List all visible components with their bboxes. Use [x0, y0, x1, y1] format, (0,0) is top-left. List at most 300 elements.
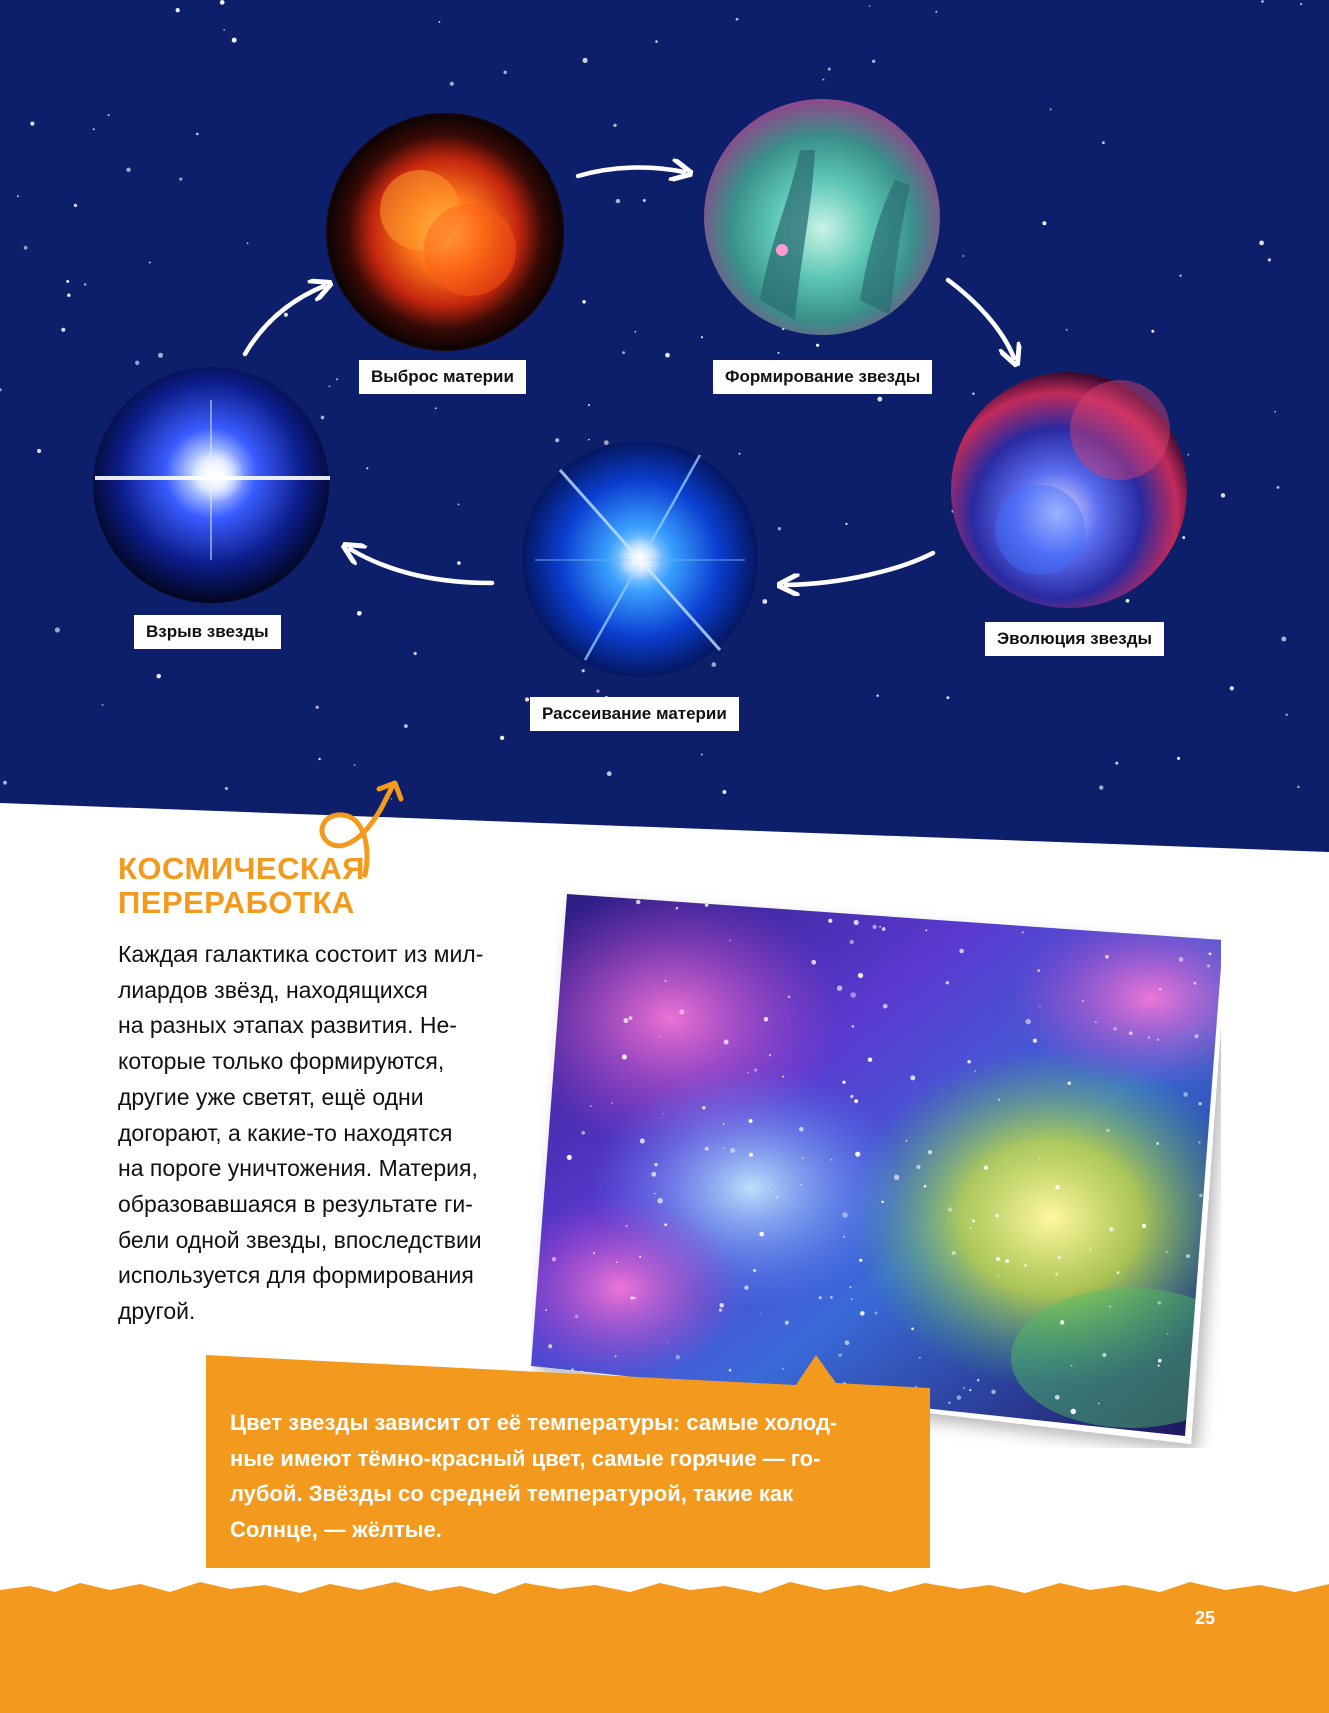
photo-star [1117, 1271, 1120, 1274]
callout-line: ные имеют тёмно-красный цвет, самые горячие — го- [230, 1445, 821, 1471]
photo-star [1158, 1301, 1162, 1305]
photo-star [924, 1185, 927, 1188]
body-line: лиардов звёзд, находящихся [118, 976, 428, 1003]
fact-callout-text [230, 1405, 910, 1547]
star [1300, 3, 1302, 5]
star [778, 352, 780, 354]
star [61, 328, 65, 332]
photo-star [961, 1439, 965, 1443]
photo-star [1129, 1031, 1133, 1035]
callout-line: Солнце, — жёлтые. [230, 1516, 442, 1542]
photo-star [906, 1140, 908, 1142]
star [37, 449, 41, 453]
star [738, 453, 740, 455]
star [722, 790, 726, 794]
star [1177, 757, 1180, 760]
photo-star [1166, 1251, 1168, 1253]
star [196, 133, 199, 136]
photo-star [845, 1340, 850, 1345]
photo-star [679, 1257, 680, 1258]
star [946, 696, 949, 699]
photo-star [974, 1071, 976, 1073]
photo-star [636, 900, 641, 905]
photo-star [744, 1285, 748, 1289]
star [1261, 0, 1264, 3]
stage-label-evolution: Эволюция звезды [985, 622, 1164, 656]
photo-star [875, 1312, 878, 1315]
photo-star [729, 940, 731, 942]
star [84, 283, 86, 285]
star [135, 361, 139, 365]
photo-star [984, 1165, 988, 1169]
star [1259, 241, 1264, 246]
star [622, 351, 625, 354]
photo-star [616, 1261, 618, 1263]
stage-label-explosion: Взрыв звезды [134, 615, 281, 649]
photo-star [1060, 1320, 1064, 1324]
photo-star [1025, 1019, 1030, 1024]
photo-star [1071, 1365, 1073, 1367]
photo-star [590, 1105, 592, 1107]
photo-star [1162, 930, 1164, 932]
star [828, 68, 831, 71]
photo-star [749, 1119, 753, 1123]
star [404, 724, 408, 728]
photo-star [860, 1311, 865, 1316]
star [1230, 686, 1234, 690]
photo-star [1157, 1039, 1159, 1041]
photo-star [1157, 1364, 1159, 1366]
photo-star [651, 1172, 656, 1177]
photo-star [1143, 888, 1147, 890]
photo-star [552, 1023, 556, 1027]
photo-star [946, 981, 949, 984]
star [1102, 141, 1105, 144]
star [822, 79, 824, 81]
star [67, 294, 70, 297]
star [1050, 108, 1052, 110]
photo-star [788, 995, 791, 998]
stage-explosion-image [93, 367, 330, 603]
photo-star [800, 1184, 801, 1185]
photo-star [1158, 1359, 1162, 1363]
star [1268, 258, 1271, 261]
photo-star [854, 1099, 858, 1103]
photo-star [1109, 1227, 1113, 1231]
star [55, 627, 60, 632]
body-line: бели одной звезды, впоследствии [118, 1226, 482, 1253]
photo-star [730, 1148, 735, 1153]
star [102, 704, 104, 706]
photo-star [997, 1275, 999, 1277]
photo-star [1203, 1301, 1205, 1303]
stage-formation-image [704, 99, 940, 335]
photo-star [850, 992, 856, 998]
star [438, 21, 440, 23]
photo-star [747, 1072, 748, 1073]
photo-star [928, 1150, 932, 1154]
star [1126, 599, 1130, 603]
photo-star [667, 1342, 668, 1343]
callout-line: Цвет звезды зависит от её температуры: самые холод- [230, 1410, 838, 1435]
photo-star [1102, 1353, 1106, 1357]
photo-star [1039, 1158, 1041, 1160]
photo-star [767, 1187, 769, 1189]
photo-star [868, 1057, 873, 1062]
photo-star [819, 1296, 822, 1299]
star [158, 353, 163, 358]
star [701, 754, 703, 756]
photo-star [946, 1419, 948, 1421]
star [555, 438, 559, 442]
star [318, 758, 320, 760]
photo-star [1055, 1273, 1058, 1276]
photo-star [1089, 1248, 1091, 1250]
star [357, 611, 362, 616]
star [220, 0, 225, 5]
photo-star [1033, 1039, 1037, 1043]
photo-star [759, 1232, 764, 1237]
photo-star [851, 1025, 854, 1028]
photo-star [611, 1102, 613, 1104]
star [354, 764, 356, 766]
star [845, 523, 847, 525]
star [1179, 274, 1182, 277]
section-title [118, 852, 478, 920]
photo-star [855, 1152, 860, 1157]
photo-star [1198, 1102, 1201, 1105]
photo-star [719, 1309, 722, 1312]
star [458, 503, 460, 505]
photo-star [843, 1236, 845, 1238]
photo-star [702, 1106, 705, 1109]
photo-star [761, 1313, 762, 1314]
photo-star [1198, 1141, 1200, 1143]
photo-star [1167, 1333, 1169, 1335]
photo-star [769, 1054, 771, 1056]
star [149, 262, 151, 264]
star [223, 29, 225, 31]
star [247, 242, 249, 244]
star [778, 527, 781, 530]
star [500, 736, 504, 740]
photo-star [749, 1153, 753, 1157]
star [935, 11, 937, 13]
star [665, 353, 670, 358]
photo-star [967, 1060, 970, 1063]
photo-star [663, 1113, 664, 1114]
photo-star [714, 891, 718, 895]
photo-star [851, 1298, 853, 1300]
callout-line: лубой. Звёзды со средней температурой, такие как [230, 1481, 794, 1506]
star [126, 168, 130, 172]
photo-star [1057, 1255, 1061, 1259]
photo-star [916, 1165, 920, 1169]
photo-star [1186, 1254, 1190, 1258]
photo-star [622, 1054, 627, 1059]
star [17, 195, 19, 197]
star [588, 404, 590, 406]
photo-star [1208, 900, 1209, 901]
photo-star [858, 973, 863, 978]
photo-star [830, 1296, 833, 1299]
star [877, 397, 882, 402]
star [414, 652, 417, 655]
photo-star [541, 1208, 543, 1210]
photo-star [802, 1157, 804, 1159]
photo-star [664, 980, 666, 982]
photo-star [545, 1309, 547, 1311]
photo-star [723, 1148, 724, 1149]
body-line: на пороге уничтожения. Материя, [118, 1155, 478, 1182]
star [607, 771, 612, 776]
photo-star [1082, 1000, 1084, 1002]
star [736, 18, 739, 21]
photo-star [948, 1207, 953, 1212]
photo-star [659, 1036, 661, 1038]
photo-star [879, 926, 881, 928]
photo-star [1095, 1021, 1096, 1022]
photo-star [679, 1009, 684, 1014]
photo-star [1106, 1129, 1110, 1133]
photo-star [634, 1297, 636, 1299]
stage-dispersal-image [522, 441, 758, 677]
star [1066, 329, 1068, 331]
photo-star [1159, 988, 1162, 991]
star [93, 128, 95, 130]
photo-star [593, 1252, 595, 1254]
photo-star [1207, 964, 1210, 967]
star [1099, 785, 1103, 789]
star [1277, 486, 1280, 489]
photo-star [705, 903, 709, 907]
photo-star [995, 1214, 998, 1217]
star [457, 561, 461, 565]
photo-star [629, 1016, 633, 1020]
star [1182, 536, 1185, 539]
star [613, 124, 616, 127]
photo-star [723, 1123, 725, 1125]
photo-star [557, 899, 562, 904]
photo-star [977, 1379, 980, 1382]
photo-star [1156, 1142, 1159, 1145]
body-line: другой. [118, 1298, 196, 1325]
photo-star [1148, 1036, 1151, 1039]
photo-star [630, 1296, 633, 1299]
photo-star [925, 929, 927, 931]
photo-star [610, 889, 613, 892]
photo-star [1199, 1194, 1203, 1198]
photo-star [1048, 888, 1050, 889]
body-line: используется для формирования [118, 1262, 474, 1289]
photo-star [626, 1225, 628, 1227]
star [1285, 714, 1287, 716]
photo-star [846, 895, 848, 897]
photo-star [1194, 1034, 1198, 1038]
star [284, 313, 288, 317]
photo-star [1022, 931, 1024, 933]
photo-star [969, 1389, 971, 1391]
photo-star [1109, 1305, 1111, 1307]
photo-star [963, 1387, 965, 1389]
photo-star [664, 1223, 667, 1226]
photo-star [952, 1251, 956, 1255]
photo-star [754, 1068, 757, 1071]
body-line: которые только формируются, [118, 1048, 445, 1075]
photo-star [776, 1196, 779, 1199]
photo-star [828, 919, 832, 923]
star [711, 662, 716, 667]
photo-star [972, 1219, 975, 1222]
photo-star [1068, 1081, 1072, 1085]
photo-star [949, 909, 952, 912]
star [582, 669, 585, 672]
star [1221, 493, 1225, 497]
star [1151, 330, 1154, 333]
star [604, 440, 609, 445]
star [74, 204, 77, 207]
star [963, 255, 965, 257]
photo-star [724, 1039, 729, 1044]
photo-star [970, 1228, 972, 1230]
star [3, 781, 7, 785]
section-title-line-1: КОСМИЧЕСКАЯ [118, 851, 366, 886]
photo-star [1142, 1224, 1146, 1228]
star [225, 787, 228, 790]
photo-star [850, 1095, 853, 1098]
photo-star [654, 1193, 656, 1195]
photo-star [998, 889, 1003, 894]
photo-star [1055, 1185, 1060, 1190]
photo-star [1113, 1027, 1117, 1031]
photo-star [831, 1159, 833, 1161]
star [655, 40, 658, 43]
body-paragraph [118, 937, 510, 1330]
photo-star [963, 901, 967, 905]
photo-star [1209, 952, 1212, 955]
star [156, 674, 161, 679]
star [701, 336, 703, 338]
photo-star [1071, 1409, 1077, 1415]
photo-star [849, 1286, 851, 1288]
photo-star [1118, 1436, 1120, 1438]
photo-star [623, 1018, 628, 1023]
photo-star [655, 1163, 658, 1166]
star [869, 5, 871, 7]
star [876, 694, 878, 696]
photo-star [705, 1147, 709, 1151]
section-title-line-2: ПЕРЕРАБОТКА [118, 885, 355, 920]
star [503, 71, 506, 74]
star [972, 392, 974, 394]
photo-star [996, 1257, 1000, 1261]
photo-star [1005, 1259, 1009, 1263]
star [525, 697, 529, 701]
star [762, 599, 767, 604]
star [596, 690, 599, 693]
stage-label-ejection: Выброс материи [359, 360, 526, 394]
photo-star [1037, 969, 1039, 971]
star [583, 58, 588, 63]
photo-star [842, 1212, 848, 1218]
photo-star [1098, 1403, 1100, 1405]
photo-star [894, 1175, 899, 1180]
star [329, 385, 331, 387]
photo-star [1183, 1092, 1188, 1097]
star [1274, 411, 1276, 413]
photo-star [957, 1395, 962, 1400]
photo-star [785, 1321, 789, 1325]
star [616, 199, 620, 203]
photo-star [882, 927, 886, 931]
photo-star [1214, 1369, 1219, 1374]
body-line: образовавшаяся в результате ги- [118, 1190, 473, 1217]
star [1115, 762, 1118, 765]
star [1297, 786, 1300, 789]
page-number: 25 [1194, 1608, 1215, 1628]
photo-star [1179, 957, 1184, 962]
photo-star [639, 1256, 641, 1258]
stage-ejection-image [327, 114, 563, 350]
stage-label-dispersal: Рассеивание материи [530, 697, 739, 731]
photo-star [676, 907, 679, 910]
photo-star [799, 1127, 804, 1132]
stage-label-formation: Формирование звезды [713, 360, 932, 394]
star [1281, 637, 1286, 642]
photo-star [910, 1075, 915, 1080]
photo-star [782, 1076, 784, 1078]
body-line: Каждая галактика состоит из мил- [118, 941, 484, 967]
photo-star [837, 985, 842, 990]
photo-star [1029, 1433, 1032, 1436]
photo-star [548, 1344, 552, 1348]
photo-star [911, 1328, 914, 1331]
star [176, 8, 180, 12]
star [336, 378, 338, 380]
photo-star [567, 1155, 572, 1160]
star [321, 416, 325, 420]
photo-star [1024, 1264, 1027, 1267]
photo-star [881, 1201, 883, 1203]
photo-star [842, 1081, 845, 1084]
star [435, 407, 437, 409]
stage-evolution-image [951, 372, 1187, 608]
photo-star [811, 960, 816, 965]
photo-star [859, 1259, 862, 1262]
star [1042, 221, 1046, 225]
photo-star [850, 940, 854, 944]
star [582, 300, 586, 304]
star [872, 60, 875, 63]
body-line: на разных этапах развития. Не- [118, 1012, 457, 1039]
star [30, 122, 34, 126]
photo-star [1194, 982, 1197, 985]
photo-star [959, 949, 964, 954]
photo-star [854, 920, 859, 925]
photo-star [991, 1390, 996, 1395]
photo-star [1039, 1006, 1040, 1007]
photo-star [581, 1131, 585, 1135]
photo-star [575, 1315, 578, 1318]
star [634, 331, 636, 333]
bottom-torn-band [0, 1568, 1329, 1713]
star [450, 82, 454, 86]
photo-star [719, 1303, 724, 1308]
star [232, 38, 237, 43]
photo-star [753, 1269, 756, 1272]
star [366, 467, 368, 469]
body-line: другие уже светят, ещё одни [118, 1083, 424, 1110]
